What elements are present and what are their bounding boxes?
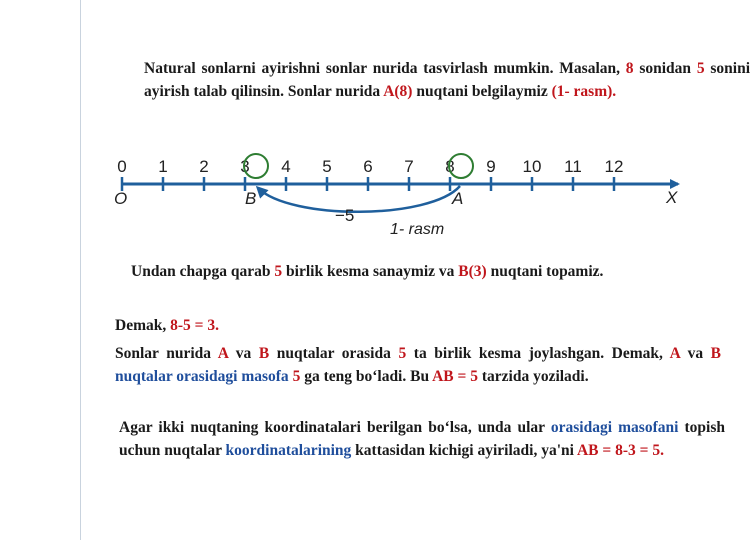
tick-label: 6 <box>363 157 373 176</box>
slide-border <box>80 0 81 540</box>
number-highlight: 8 <box>625 60 634 77</box>
expression-highlight: 8-5 = 3. <box>170 317 219 334</box>
figure-reference: (1- rasm). <box>551 83 617 100</box>
text-run: Sonlar nurida <box>115 345 218 362</box>
text-run: tarzida yoziladi. <box>477 368 589 385</box>
point-highlight: A(8) <box>383 83 413 100</box>
text-run: sonini ayirish talab qilinsin. Sonlar nurida <box>144 60 750 100</box>
tick-label: 5 <box>322 157 332 176</box>
text-run: birlik kesma sanaymiz va <box>282 263 459 280</box>
tick-label: 4 <box>281 157 291 176</box>
axis-label-x: X <box>666 188 678 207</box>
tick-label: 2 <box>199 157 209 176</box>
point-highlight: B <box>710 345 722 362</box>
figure-caption: 1- rasm <box>390 221 445 238</box>
paragraph-count-left <box>89 260 737 283</box>
text-run: ta birlik kesma joylashgan. Demak, <box>406 345 670 362</box>
text-run: nuqtalar orasida <box>269 345 399 362</box>
text-run: Agar ikki nuqtaning koordinatalari berilgan bo‘lsa, unda ular <box>119 419 551 436</box>
text-run-blue: koordinatalarining <box>225 442 352 459</box>
text-run: Demak, <box>115 317 171 334</box>
point-b-label: B <box>245 189 257 208</box>
paragraph-rule <box>89 416 725 462</box>
tick-label: 7 <box>404 157 414 176</box>
text-run: sonidan <box>633 60 697 77</box>
number-highlight: 5 <box>292 368 301 385</box>
origin-label: O <box>114 189 128 208</box>
tick-label: 1 <box>158 157 168 176</box>
tick-label: 8 <box>445 157 455 176</box>
point-highlight: A <box>669 345 680 362</box>
paragraph-intro <box>89 57 750 103</box>
paragraph-result <box>89 314 721 337</box>
expression-highlight: AB = 5 <box>432 368 478 385</box>
number-highlight: 5 <box>398 345 407 362</box>
number-line-figure <box>100 148 690 248</box>
text-run: kattasidan kichigi ayiriladi, ya'ni <box>351 442 577 459</box>
text-run: va <box>228 345 259 362</box>
text-run: va <box>679 345 711 362</box>
point-highlight: B(3) <box>458 263 487 280</box>
number-highlight: 5 <box>696 60 705 77</box>
tick-label: 0 <box>117 157 127 176</box>
text-run: nuqtani topamiz. <box>486 263 604 280</box>
text-run: Natural sonlarni ayirishni sonlar nurida tasvirlash mumkin. Masalan, <box>144 60 626 77</box>
tick-label: 12 <box>604 157 624 176</box>
text-run-blue: orasidagi masofani <box>550 419 679 436</box>
tick-label: 10 <box>522 157 542 176</box>
point-highlight: B <box>258 345 270 362</box>
text-run: topish uchun nuqtalar <box>119 419 726 459</box>
paragraph-distance <box>89 342 721 388</box>
tick-group <box>117 157 623 191</box>
expression-highlight: AB = 8-3 = 5. <box>576 442 664 459</box>
text-run: nuqtani belgilaymiz <box>412 83 552 100</box>
jump-label: −5 <box>335 206 355 225</box>
tick-label: 3 <box>240 157 250 176</box>
number-highlight: 5 <box>274 263 283 280</box>
point-a-label: A <box>452 189 464 208</box>
tick-label: 9 <box>486 157 496 176</box>
text-run: Undan chapga qarab <box>131 263 275 280</box>
jump-arc <box>258 186 460 212</box>
point-highlight: A <box>217 345 229 362</box>
text-run: ga teng bo‘ladi. Bu <box>300 368 433 385</box>
text-run-blue: nuqtalar orasidagi masofa <box>115 368 293 385</box>
tick-label: 11 <box>564 157 582 176</box>
